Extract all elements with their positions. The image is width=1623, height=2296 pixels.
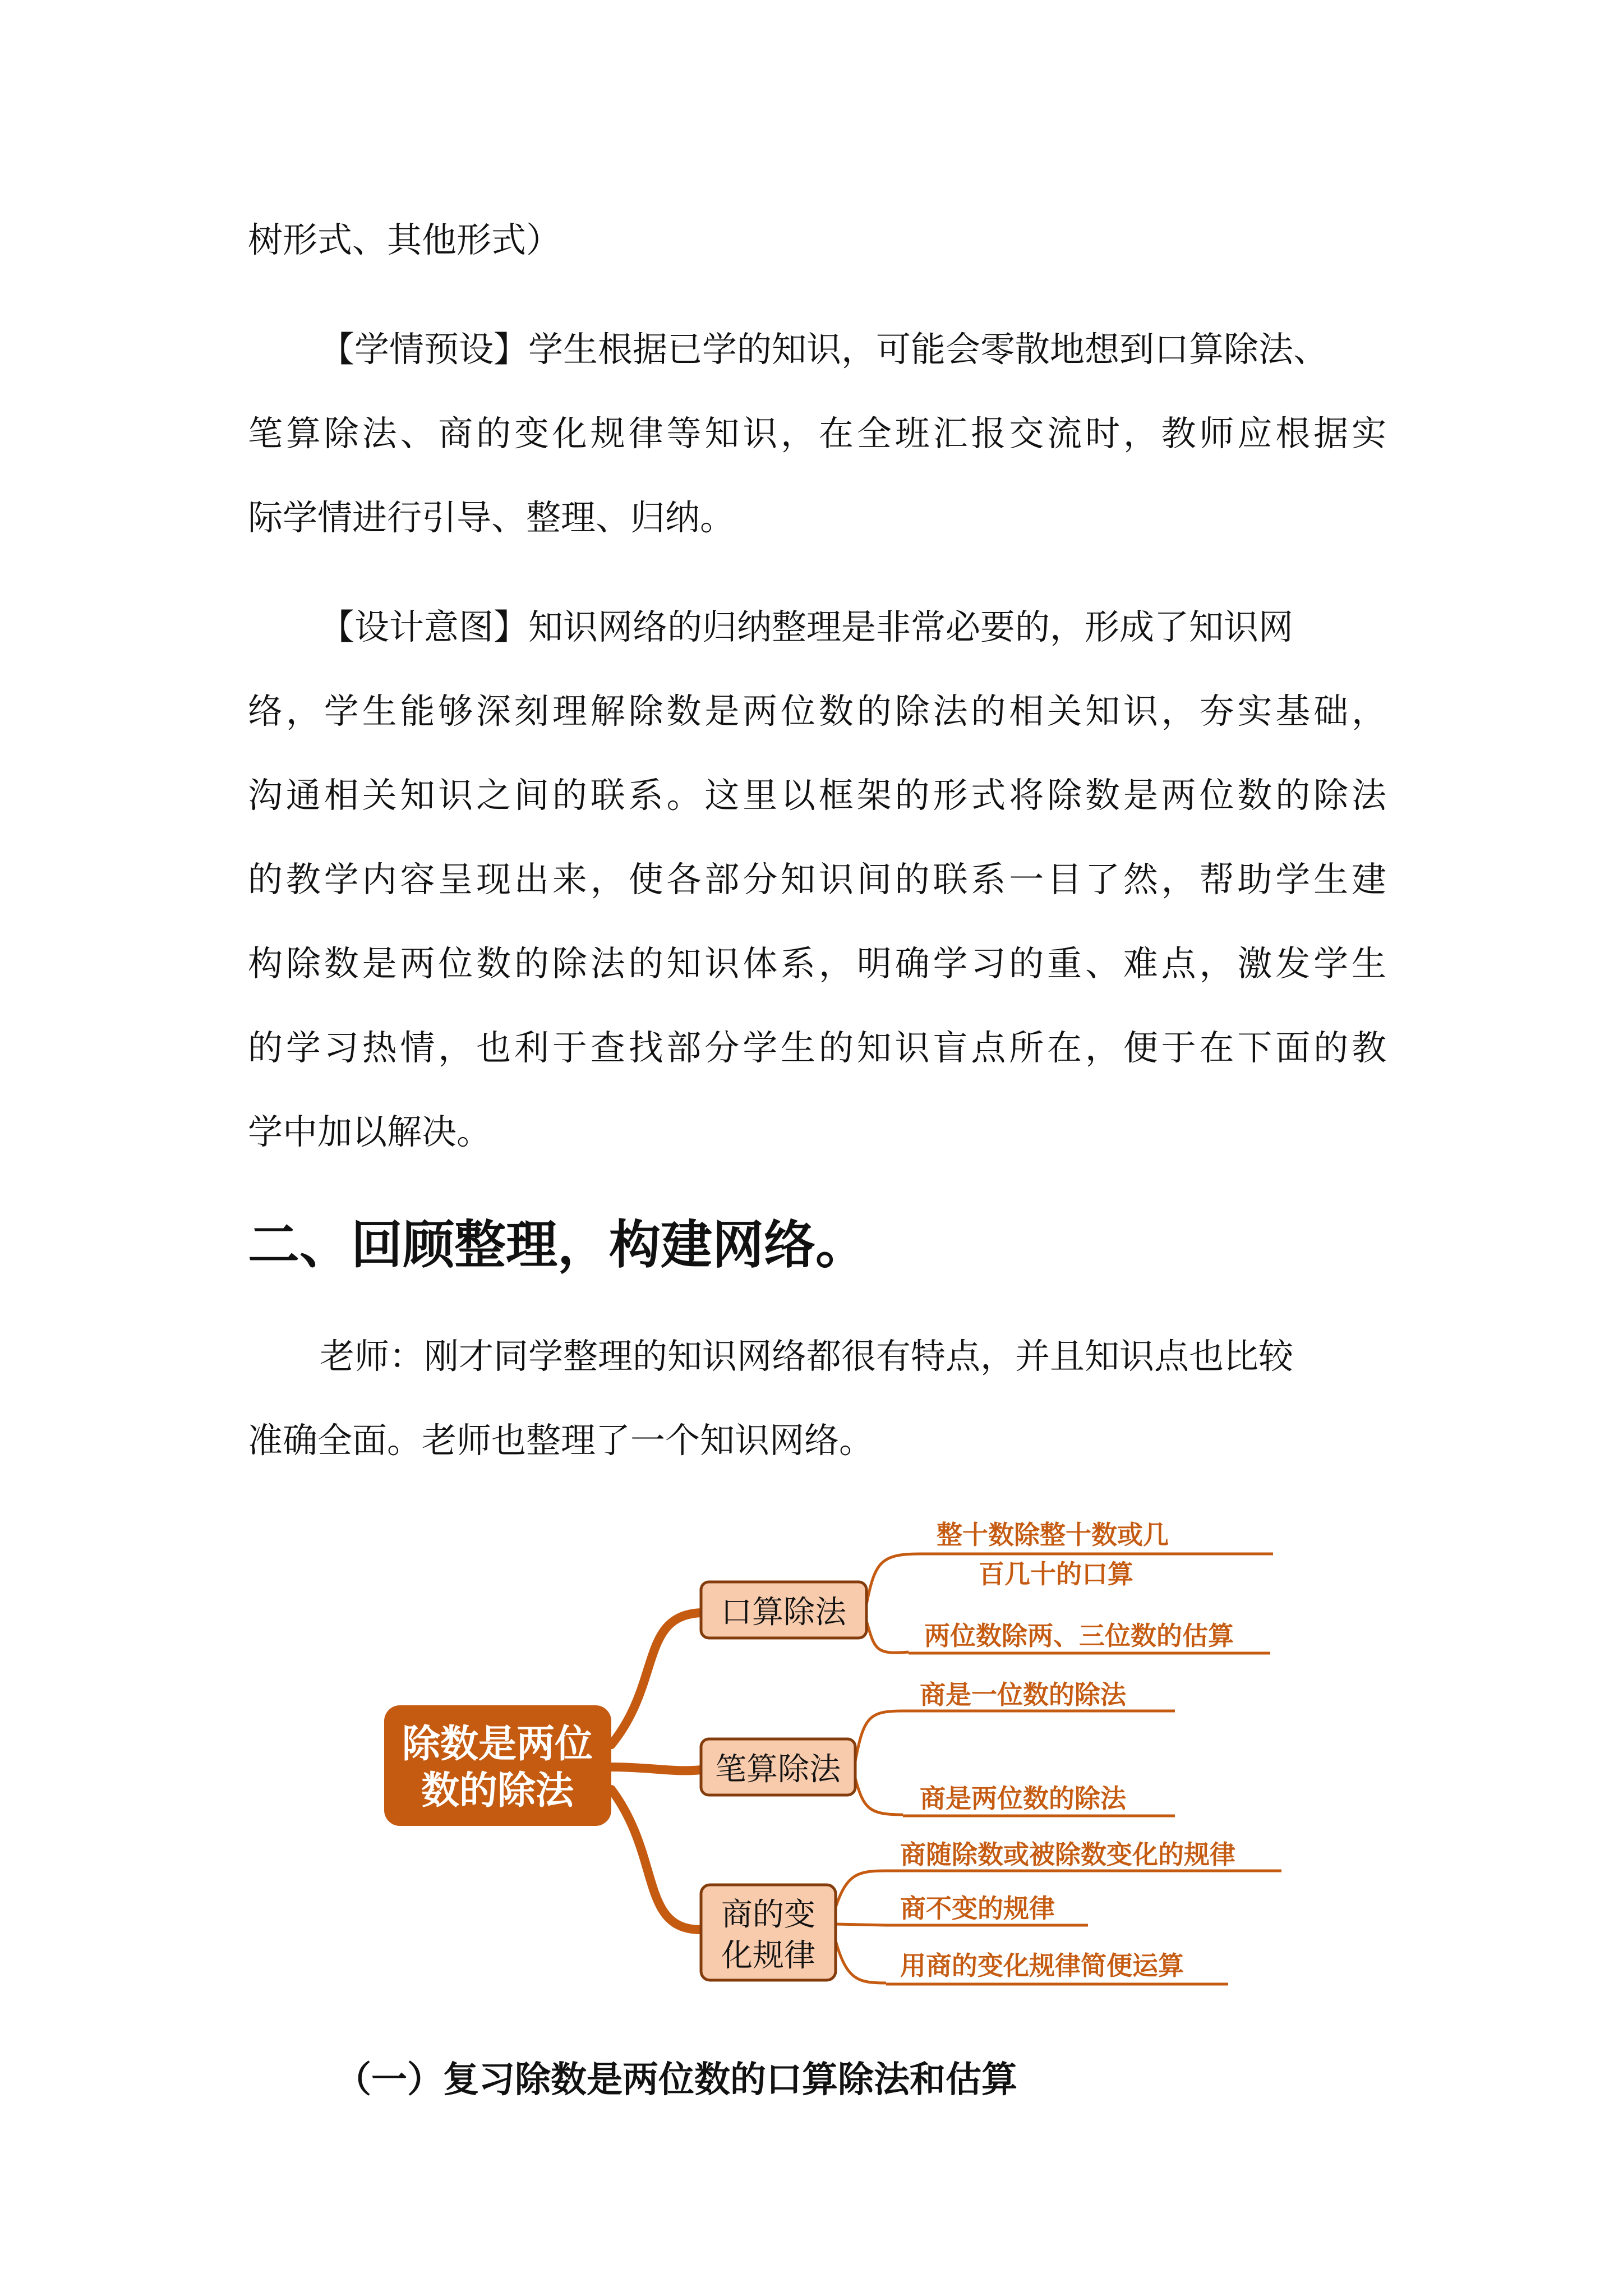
- paragraph-line: 的学习热情，也利于查找部分学生的知识盲点所在，便于在下面的教: [248, 1027, 1386, 1068]
- branch-connector: [611, 1613, 701, 1745]
- leaf-connector: [866, 1554, 920, 1604]
- leaf-connector: [855, 1778, 903, 1815]
- leaf-text: 商是两位数的除法: [920, 1783, 1126, 1814]
- paragraph-line: 【学情预设】学生根据已学的知识，可能会零散地想到口算除法、: [320, 329, 1329, 370]
- branch-node-label: 商的变: [721, 1897, 815, 1933]
- leaf-text: 两位数除两、三位数的估算: [924, 1621, 1234, 1651]
- paragraph-line: 笔算除法、商的变化规律等知识，在全班汇报交流时，教师应根据实: [248, 413, 1386, 454]
- section-heading: 二、回顾整理，构建网络。: [248, 1215, 868, 1275]
- paragraph-line: 际学情进行引导、整理、归纳。: [248, 497, 735, 538]
- paragraph-line: 【设计意图】知识网络的归纳整理是非常必要的，形成了知识网: [320, 606, 1294, 647]
- leaf-connector: [836, 1924, 886, 1925]
- branch-node-label: 口算除法: [721, 1594, 846, 1631]
- leaf-connector: [855, 1711, 903, 1761]
- leaf-connector: [836, 1941, 886, 1983]
- paragraph-line: 老师：刚才同学整理的知识网络都很有特点，并且知识点也比较: [320, 1336, 1294, 1377]
- paragraph-line: 的教学内容呈现出来，使各部分知识间的联系一目了然，帮助学生建: [248, 859, 1386, 900]
- branch-connector: [611, 1789, 701, 1930]
- paragraph-line: 络，学生能够深刻理解除数是两位数的除法的相关知识，夯实基础，: [248, 691, 1386, 731]
- leaf-text: 商不变的规律: [900, 1893, 1055, 1924]
- paragraph-line: 树形式、其他形式）: [248, 219, 561, 260]
- leaf-connector: [836, 1871, 886, 1907]
- paragraph-line: 沟通相关知识之间的联系。这里以框架的形式将除数是两位数的除法: [248, 775, 1386, 816]
- root-node-text: 数的除法: [421, 1769, 574, 1813]
- paragraph-line: 学中加以解决。: [248, 1111, 492, 1152]
- leaf-text: 用商的变化规律简便运算: [900, 1950, 1184, 1981]
- branch-node-label: 笔算除法: [715, 1751, 841, 1788]
- paragraph-line: 构除数是两位数的除法的知识体系，明确学习的重、难点，激发学生: [248, 943, 1386, 984]
- leaf-text: 百几十的口算: [979, 1559, 1133, 1589]
- paragraph-line: 准确全面。老师也整理了一个知识网络。: [248, 1420, 874, 1461]
- subsection-heading: （一）复习除数是两位数的口算除法和估算: [335, 2059, 1017, 2101]
- leaf-text: 商随除数或被除数变化的规律: [900, 1839, 1235, 1870]
- leaf-connector: [866, 1621, 909, 1653]
- leaf-text: 商是一位数的除法: [920, 1680, 1126, 1710]
- branch-connector: [611, 1767, 701, 1770]
- root-node-text: 除数是两位: [402, 1722, 593, 1766]
- leaf-text: 整十数除整十数或几: [937, 1520, 1169, 1550]
- branch-node-label: 化规律: [721, 1938, 815, 1974]
